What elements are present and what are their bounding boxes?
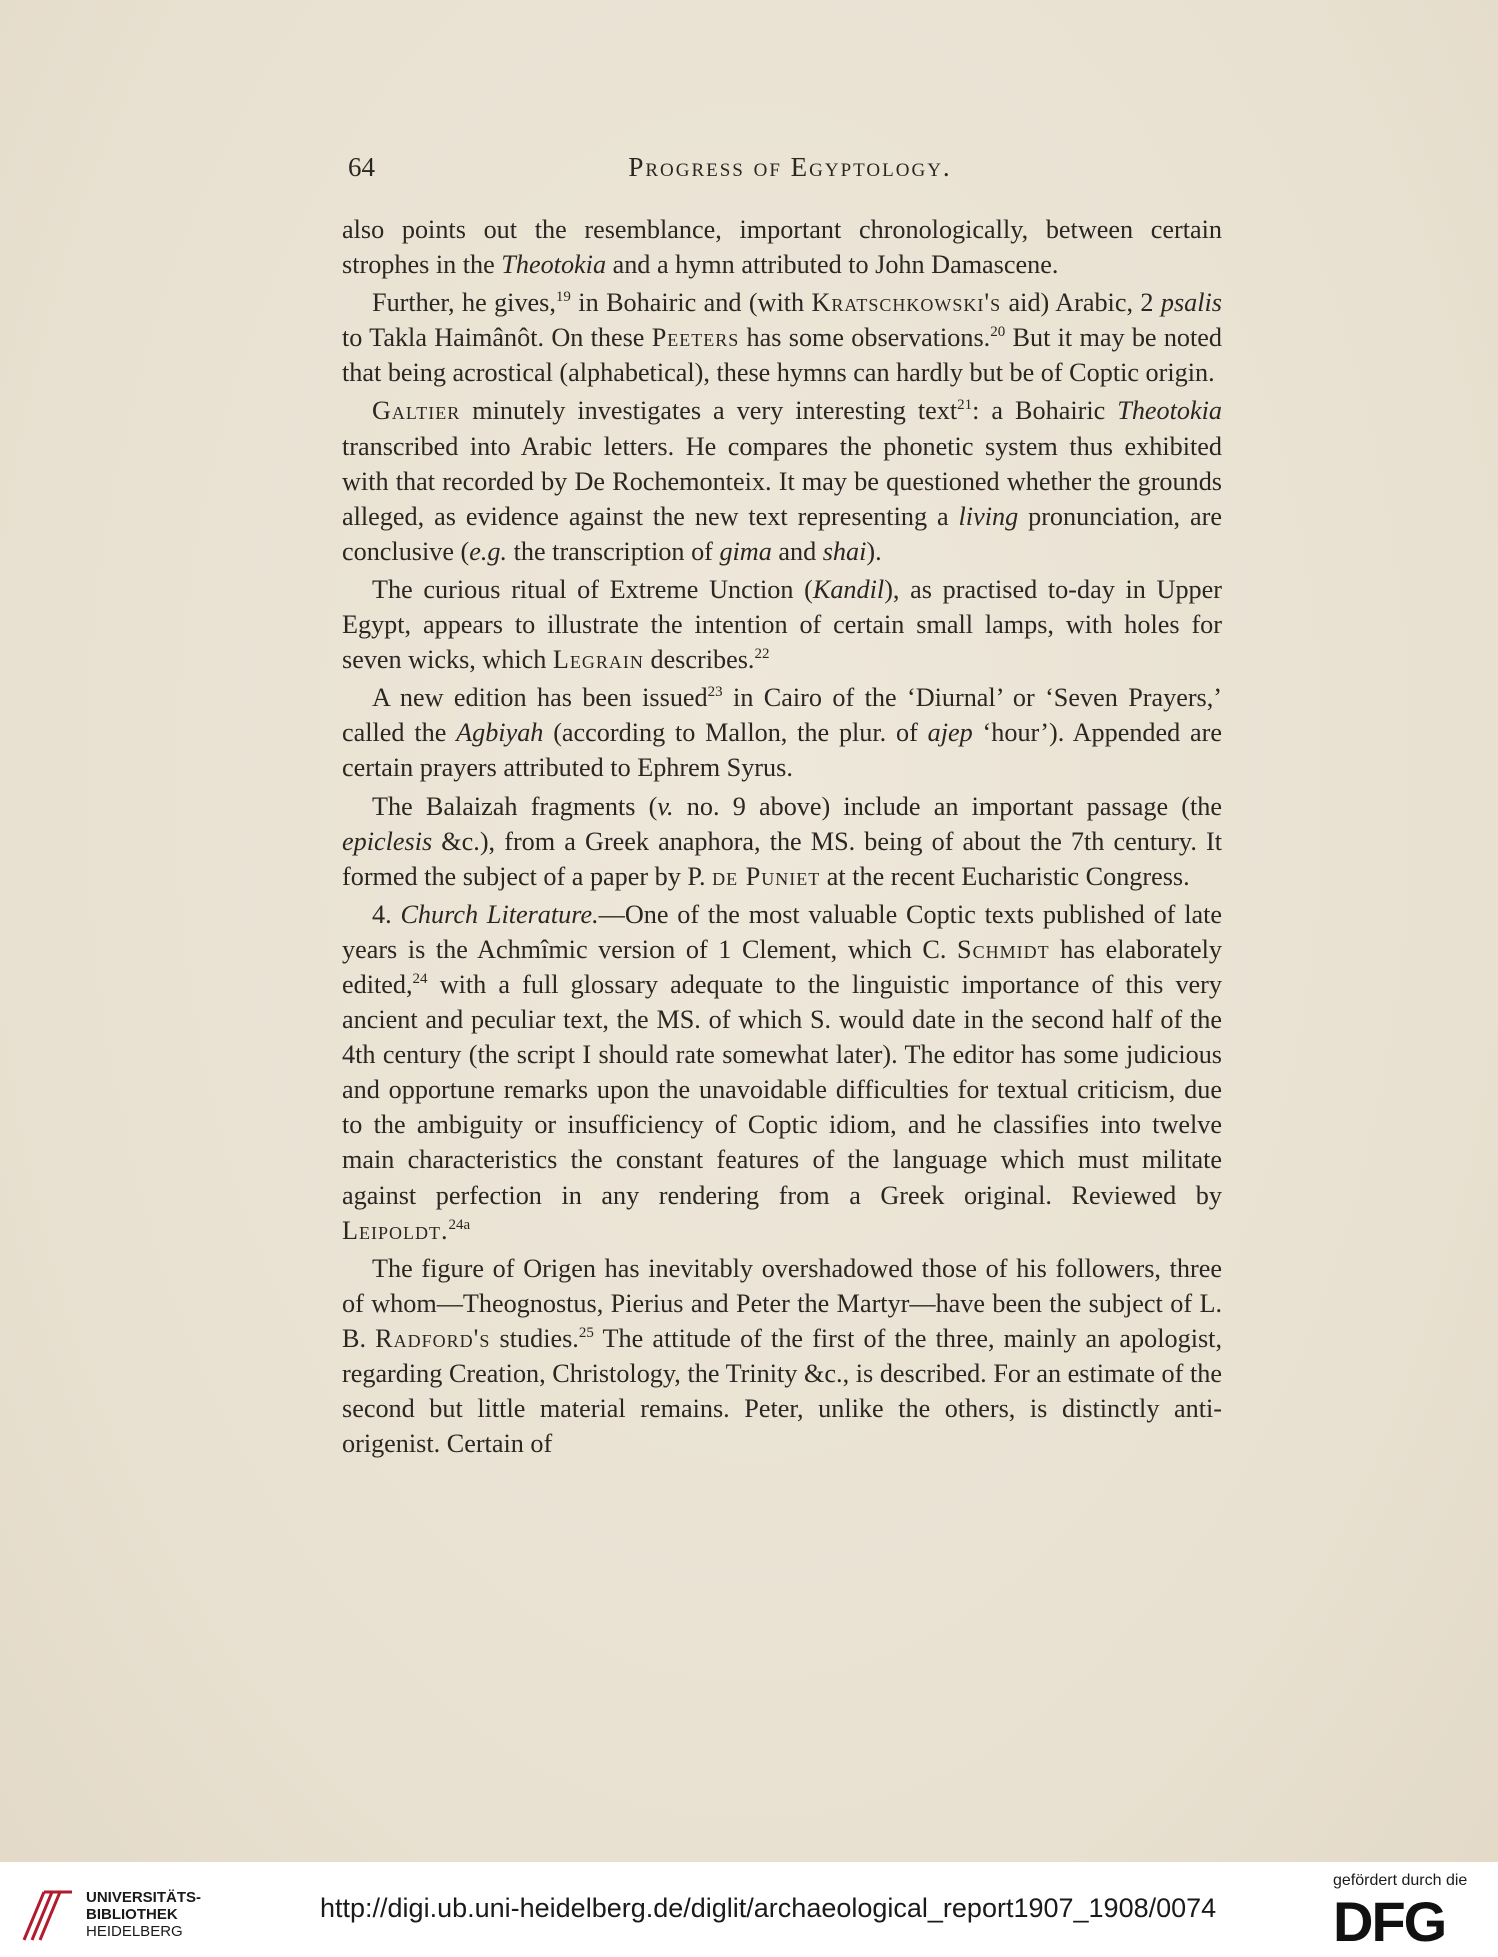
- text-run: ).: [866, 536, 882, 566]
- paragraph: [342, 897, 1222, 1248]
- text-run: transcribed into Arabic letters. He compares the phonetic system thus exhibited with that recorded by De Rochemonteix. It may be questioned whether the grounds alleged, as evidence against the new text representing a: [342, 431, 1222, 531]
- body-text: [342, 212, 1222, 1464]
- text-run: aid) Arabic, 2: [1001, 288, 1161, 318]
- footnote-ref: 22: [754, 646, 770, 663]
- paragraph: [342, 572, 1222, 677]
- text-run: Theotokia: [501, 250, 607, 280]
- text-run: studies.: [490, 1323, 579, 1353]
- text-run: the transcription of: [507, 536, 720, 566]
- text-run: A new edition has been issued: [372, 683, 708, 713]
- text-run: Radford's: [375, 1323, 491, 1353]
- text-run: Theotokia: [1117, 396, 1223, 426]
- footnote-ref: 25: [578, 1324, 594, 1341]
- text-run: The attitude of the first of the three, mainly an apologist, regarding Creation, Christology, the Trinity &c., is described. For an estimate of the second but little material remains. Peter, unlike the others, is distinctly anti-origenist. Certain of: [342, 1323, 1222, 1459]
- text-run: (according to Mallon, the plur. of: [543, 718, 928, 748]
- text-run: Agbiyah: [456, 718, 544, 748]
- text-run: also points out the resemblance, important chronologically, between certain strophes in the: [342, 215, 1222, 280]
- text-run: : a Bohairic: [972, 396, 1118, 426]
- paragraph: [342, 789, 1222, 894]
- running-head: Progress of Egyptology.: [628, 152, 952, 182]
- text-run: The curious ritual of Extreme Unction (: [372, 574, 813, 604]
- paragraph: [342, 285, 1222, 390]
- footnote-ref: 21: [957, 397, 973, 414]
- text-run: Kandil: [812, 574, 885, 604]
- footnote-ref: 24a: [448, 1216, 471, 1233]
- paragraph: [342, 1251, 1222, 1462]
- text-run: Peeters: [651, 323, 740, 353]
- text-run: v.: [657, 791, 674, 821]
- text-run: e.g.: [469, 536, 508, 566]
- text-run: in Cairo of the ‘Diurnal’ or ‘Seven Prayers,’ called the: [342, 683, 1223, 748]
- library-name-line2: BIBLIOTHEK: [86, 1906, 178, 1923]
- footnote-ref: 19: [555, 289, 571, 306]
- text-run: minutely investigates a very interesting text: [460, 396, 958, 426]
- paragraph: [342, 212, 1222, 282]
- text-run: —One of the most valuable Coptic texts published of late years is the Achmîmic version of 1 Clement, which C.: [342, 899, 1223, 964]
- text-run: no. 9 above) include an important passage (the: [673, 791, 1222, 821]
- text-run: shai: [822, 536, 867, 566]
- library-name-line1: UNIVERSITÄTS-: [86, 1889, 202, 1906]
- dfg-logo: DFG: [1333, 1890, 1446, 1953]
- text-run: 4.: [372, 899, 401, 929]
- permalink-url[interactable]: http://digi.ub.uni-heidelberg.de/diglit/archaeological_report1907_1908/0074: [320, 1893, 1217, 1923]
- text-run: Legrain: [552, 645, 644, 675]
- page-header: [340, 152, 1220, 192]
- text-run: ajep: [927, 718, 973, 748]
- text-run: describes.: [643, 645, 755, 675]
- text-run: The Balaizah fragments (: [372, 791, 658, 821]
- text-run: to Takla Haimânôt. On these: [342, 323, 652, 353]
- footer-bar: [0, 1862, 1498, 1957]
- text-run: &c.), from a Greek anaphora, the MS. being of about the 7th century. It formed the subject of a paper by P.: [342, 826, 1222, 891]
- text-run: epiclesis: [342, 826, 433, 856]
- footnote-ref: 20: [990, 324, 1006, 341]
- text-run: But it may be noted that being acrostical (alphabetical), these hymns can hardly but be of Coptic origin.: [342, 323, 1223, 388]
- university-library-logo-icon: [16, 1884, 80, 1948]
- text-run: and: [771, 536, 823, 566]
- text-run: Church Literature.: [400, 899, 599, 929]
- text-run: pronunciation, are conclusive (: [342, 501, 1223, 566]
- paragraph: [342, 393, 1222, 568]
- footnote-ref: 23: [707, 684, 723, 701]
- text-run: at the recent Eucharistic Congress.: [820, 861, 1190, 891]
- library-name-line3: HEIDELBERG: [86, 1923, 183, 1940]
- text-run: and a hymn attributed to John Damascene.: [606, 250, 1059, 280]
- text-run: has some observations.: [739, 323, 991, 353]
- text-run: de Puniet: [712, 861, 821, 891]
- text-run: Kratschkowski's: [811, 288, 1002, 318]
- page-number: 64: [348, 152, 375, 182]
- text-run: gima: [719, 536, 772, 566]
- text-run: has elaborately edited,: [342, 934, 1222, 999]
- text-run: ), as practised to-day in Upper Egypt, appears to illustrate the intention of certain small lamps, with holes for seven wicks, which: [342, 574, 1222, 675]
- text-run: Galtier: [372, 396, 461, 426]
- text-run: psalis: [1160, 288, 1222, 318]
- text-run: in Bohairic and (with: [570, 288, 812, 318]
- text-run: ‘hour’). Appended are certain prayers attributed to Ephrem Syrus.: [342, 718, 1222, 783]
- library-name: [86, 1889, 201, 1940]
- text-run: The figure of Origen has inevitably overshadowed those of his followers, three of whom—Theognostus, Pierius and Peter the Martyr—have been the subject of L. B.: [342, 1253, 1222, 1353]
- footnote-ref: 24: [412, 970, 428, 987]
- text-run: living: [958, 501, 1019, 531]
- text-run: Further, he gives,: [372, 288, 556, 318]
- text-run: Schmidt: [957, 934, 1050, 964]
- text-run: with a full glossary adequate to the linguistic importance of this very ancient and peculiar text, the MS. of which S. would date in the second half of the 4th century (the script I should rate somewhat later). The editor has some judicious and opportune remarks upon the unavoidable difficulties for textual criticism, due to the ambiguity or insufficiency of Coptic idiom, and he classifies into twelve main characteristics the constant features of the language which must militate against perfection in any rendering from a Greek original. Reviewed by: [342, 969, 1222, 1210]
- text-run: Leipoldt.: [342, 1215, 449, 1245]
- sponsor-text: gefördert durch die: [1333, 1872, 1468, 1889]
- paragraph: [342, 680, 1222, 785]
